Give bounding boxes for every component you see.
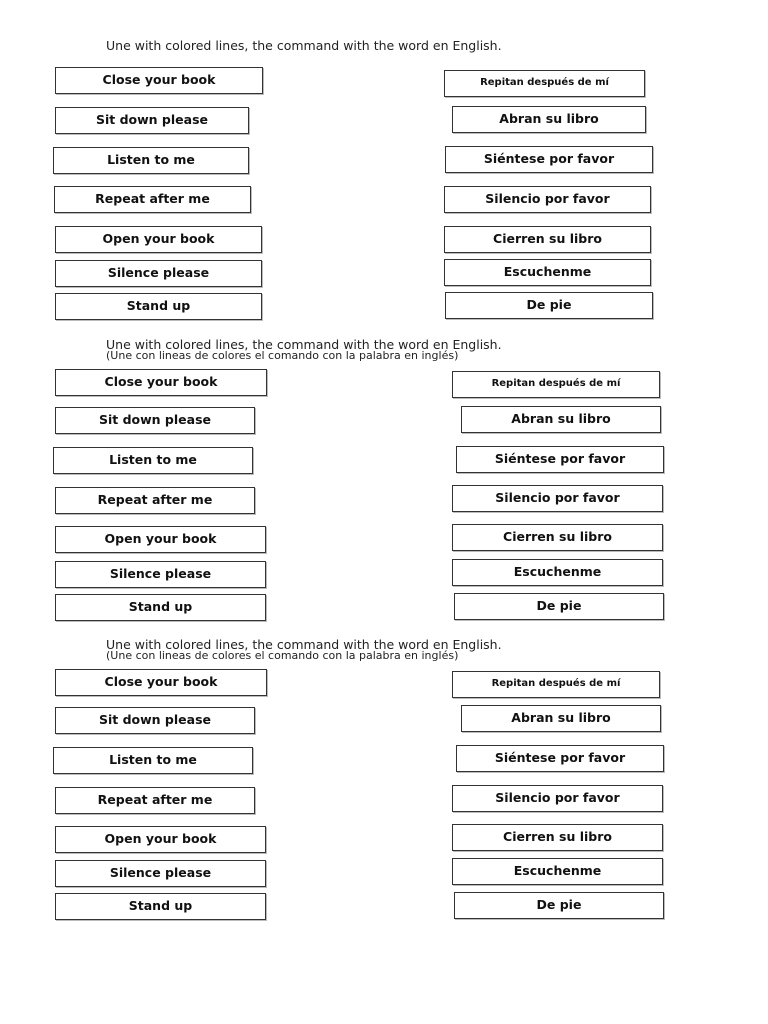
english-command-box: Open your book: [55, 226, 262, 253]
spanish-word-box: Cierren su libro: [452, 524, 663, 551]
spanish-word-box: Cierren su libro: [444, 226, 651, 253]
instruction-line-1: Une with colored lines, the command with the word en English.: [106, 337, 502, 352]
spanish-word-box: Repitan después de mí: [452, 371, 660, 398]
english-command-box: Open your book: [55, 526, 266, 553]
instruction-line-2: (Une con lineas de colores el comando con la palabra en inglés): [106, 349, 459, 362]
english-command-box: Silence please: [55, 860, 266, 887]
english-command-box: Close your book: [55, 369, 267, 396]
instruction-line-2: (Une con lineas de colores el comando con la palabra en inglés): [106, 649, 459, 662]
english-command-box: Stand up: [55, 893, 266, 920]
spanish-word-box: Escuchenme: [444, 259, 651, 286]
english-command-box: Sit down please: [55, 707, 255, 734]
spanish-word-box: Siéntese por favor: [456, 745, 664, 772]
english-command-box: Silence please: [55, 561, 266, 588]
spanish-word-box: Abran su libro: [461, 406, 661, 433]
english-command-box: Sit down please: [55, 407, 255, 434]
instructions: [106, 339, 666, 361]
spanish-word-box: De pie: [445, 292, 653, 319]
english-command-box: Repeat after me: [55, 787, 255, 814]
english-command-box: Silence please: [55, 260, 262, 287]
spanish-word-box: Silencio por favor: [452, 485, 663, 512]
spanish-word-box: De pie: [454, 892, 664, 919]
english-command-box: Listen to me: [53, 747, 253, 774]
instructions: [106, 639, 666, 661]
english-command-box: Repeat after me: [55, 487, 255, 514]
instructions: [106, 40, 666, 51]
spanish-word-box: Abran su libro: [461, 705, 661, 732]
english-command-box: Sit down please: [55, 107, 249, 134]
matching-section-2: [0, 339, 768, 639]
english-command-box: Close your book: [55, 67, 263, 94]
spanish-word-box: Repitan después de mí: [452, 671, 660, 698]
spanish-word-box: Cierren su libro: [452, 824, 663, 851]
english-command-box: Open your book: [55, 826, 266, 853]
spanish-word-box: Abran su libro: [452, 106, 646, 133]
spanish-word-box: Repitan después de mí: [444, 70, 645, 97]
matching-section-3: [0, 639, 768, 939]
english-command-box: Close your book: [55, 669, 267, 696]
spanish-word-box: Escuchenme: [452, 559, 663, 586]
spanish-word-box: Silencio por favor: [452, 785, 663, 812]
matching-section-1: [0, 40, 768, 340]
spanish-word-box: De pie: [454, 593, 664, 620]
spanish-word-box: Siéntese por favor: [456, 446, 664, 473]
spanish-word-box: Siéntese por favor: [445, 146, 653, 173]
english-command-box: Stand up: [55, 594, 266, 621]
instruction-line-1: Une with colored lines, the command with the word en English.: [106, 637, 502, 652]
english-command-box: Stand up: [55, 293, 262, 320]
instruction-line-1: Une with colored lines, the command with the word en English.: [106, 38, 502, 53]
spanish-word-box: Escuchenme: [452, 858, 663, 885]
english-command-box: Repeat after me: [54, 186, 251, 213]
english-command-box: Listen to me: [53, 147, 249, 174]
spanish-word-box: Silencio por favor: [444, 186, 651, 213]
english-command-box: Listen to me: [53, 447, 253, 474]
